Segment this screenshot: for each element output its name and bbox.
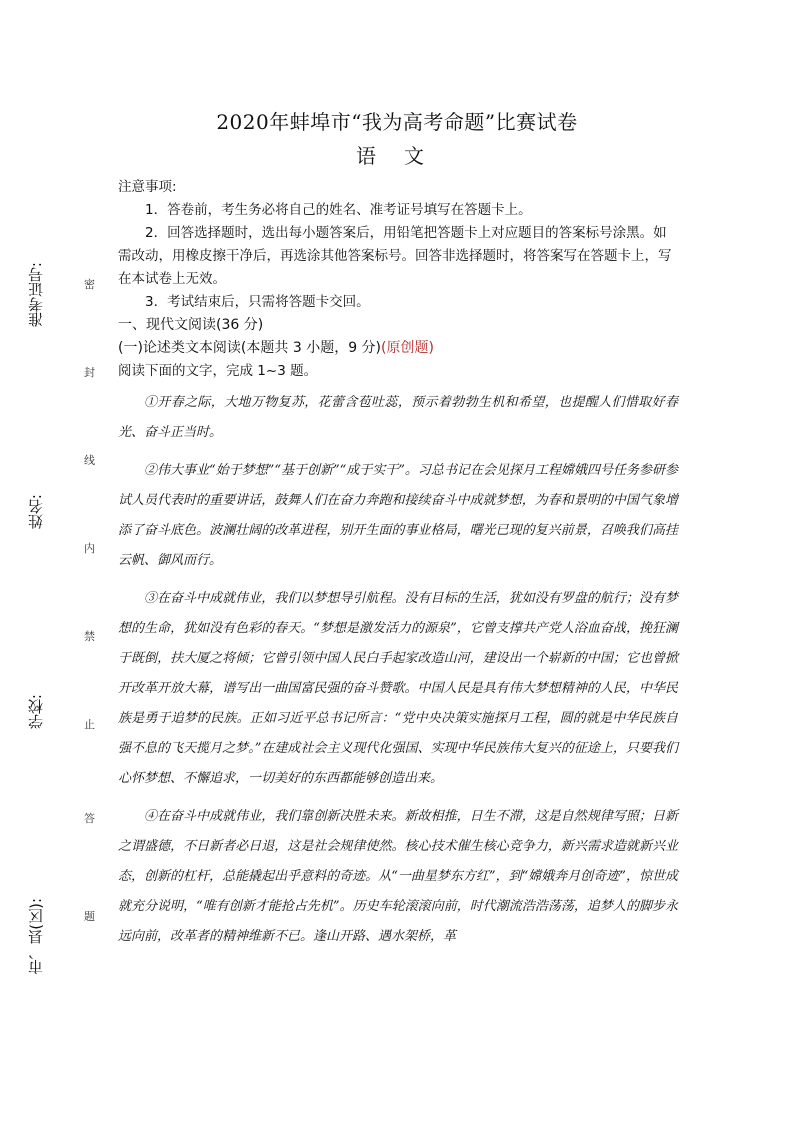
seal-char: 题 (84, 910, 95, 923)
seal-char: 内 (84, 542, 95, 555)
seal-char: 密 (84, 278, 95, 291)
notice-block (118, 176, 678, 383)
margin-field-city-county: 市、县(区): (27, 898, 45, 975)
section-heading: 一、现代文阅读(36 分) (118, 317, 264, 333)
notice-item-1: 1．答卷前，考生务必将自己的姓名、准考证号填写在答题卡上。 (145, 202, 532, 218)
seal-char: 线 (84, 454, 95, 467)
notice-item-2: 2．回答选择题时，选出每小题答案后，用铅笔把答题卡上对应题目的答案标号涂黑。如需改动，用橡皮擦干净后，再选涂其他答案标号。回答非选择题时，将答案写在答题卡上，写在本试卷上无效。 (118, 225, 672, 287)
margin-field-school: 学校: (27, 694, 45, 730)
original-question-tag: (原创题) (381, 340, 434, 356)
seal-char: 答 (84, 812, 95, 825)
passage-paragraph-2: ②伟大事业“始于梦想”“基于创新”“成于实干”。习总书记在会见探月工程嫦娥四号任务参研参试人员代表时的重要讲话，鼓舞人们在奋力奔跑和接续奋斗中成就梦想，为春和景明的中国气象增添了奋斗底色。波澜壮阔的改革进程，别开生面的事业格局，曙光已现的复兴前景，召唤我们高挂云帆、御风而行。 (118, 463, 678, 568)
subsection-title: (一)论述类文本阅读(本题共 3 小题，9 分) (118, 340, 382, 356)
seal-char: 止 (84, 718, 95, 731)
notice-heading: 注意事项: (118, 179, 177, 195)
passage-paragraph-3: ③在奋斗中成就伟业，我们以梦想导引航程。没有目标的生活，犹如没有罗盘的航行；没有梦想的生命，犹如没有色彩的春天。“梦想是激发活力的源泉”，它曾支撑共产党人浴血奋战，挽狂澜于既倒，扶大厦之将倾；它曾引领中国人民白手起家改造山河，建设出一个崭新的中国；它也曾掀开改革开放大幕，谱写出一曲国富民强的奋斗赞歌。中国人民是具有伟大梦想精神的人民，中华民族是勇于追梦的民族。正如习近平总书记所言：“党中央决策实施探月工程，圆的就是中华民族自强不息的飞天揽月之梦。”在建成社会主义现代化强国、实现中华民族伟大复兴的征途上，只要我们心怀梦想、不懈追求，一切美好的东西都能够创造出来。 (118, 591, 678, 786)
seal-char: 封 (84, 366, 95, 379)
exam-title: 2020年蚌埠市“我为高考命题”比赛试卷 (216, 110, 578, 134)
margin-field-exam-number: 准考证号: (27, 262, 45, 328)
passage-paragraph-4: ④在奋斗中成就伟业，我们靠创新决胜未来。新故相推，日生不滞，这是自然规律写照；日新之谓盛德，不日新者必日退，这是社会规律使然。核心技术催生核心竞争力，新兴需求造就新兴业态，创新的杠杆，总能撬起出乎意料的奇迹。从“一曲星梦东方红”，到“嫦娥奔月创奇迹”，惊世成就充分说明，“唯有创新才能抢占先机”。历史车轮滚滚向前，时代潮流浩浩荡荡，追梦人的脚步永远向前，改革者的精神维新不已。逢山开路、遇水架桥，革 (118, 809, 678, 944)
subsection-heading (118, 337, 678, 360)
notice-item-3: 3．考试结束后，只需将答题卡交回。 (145, 294, 370, 310)
seal-char: 禁 (84, 630, 95, 643)
reading-instruction: 阅读下面的文字，完成 1~3 题。 (118, 363, 318, 379)
passage-paragraph-1: ①开春之际，大地万物复苏，花蕾含苞吐蕊，预示着勃勃生机和希望，也提醒人们惜取好春光、奋斗正当时。 (118, 395, 678, 440)
exam-subject: 语文 (356, 144, 452, 168)
passage (118, 388, 678, 952)
margin-field-name: 姓名: (27, 494, 45, 530)
